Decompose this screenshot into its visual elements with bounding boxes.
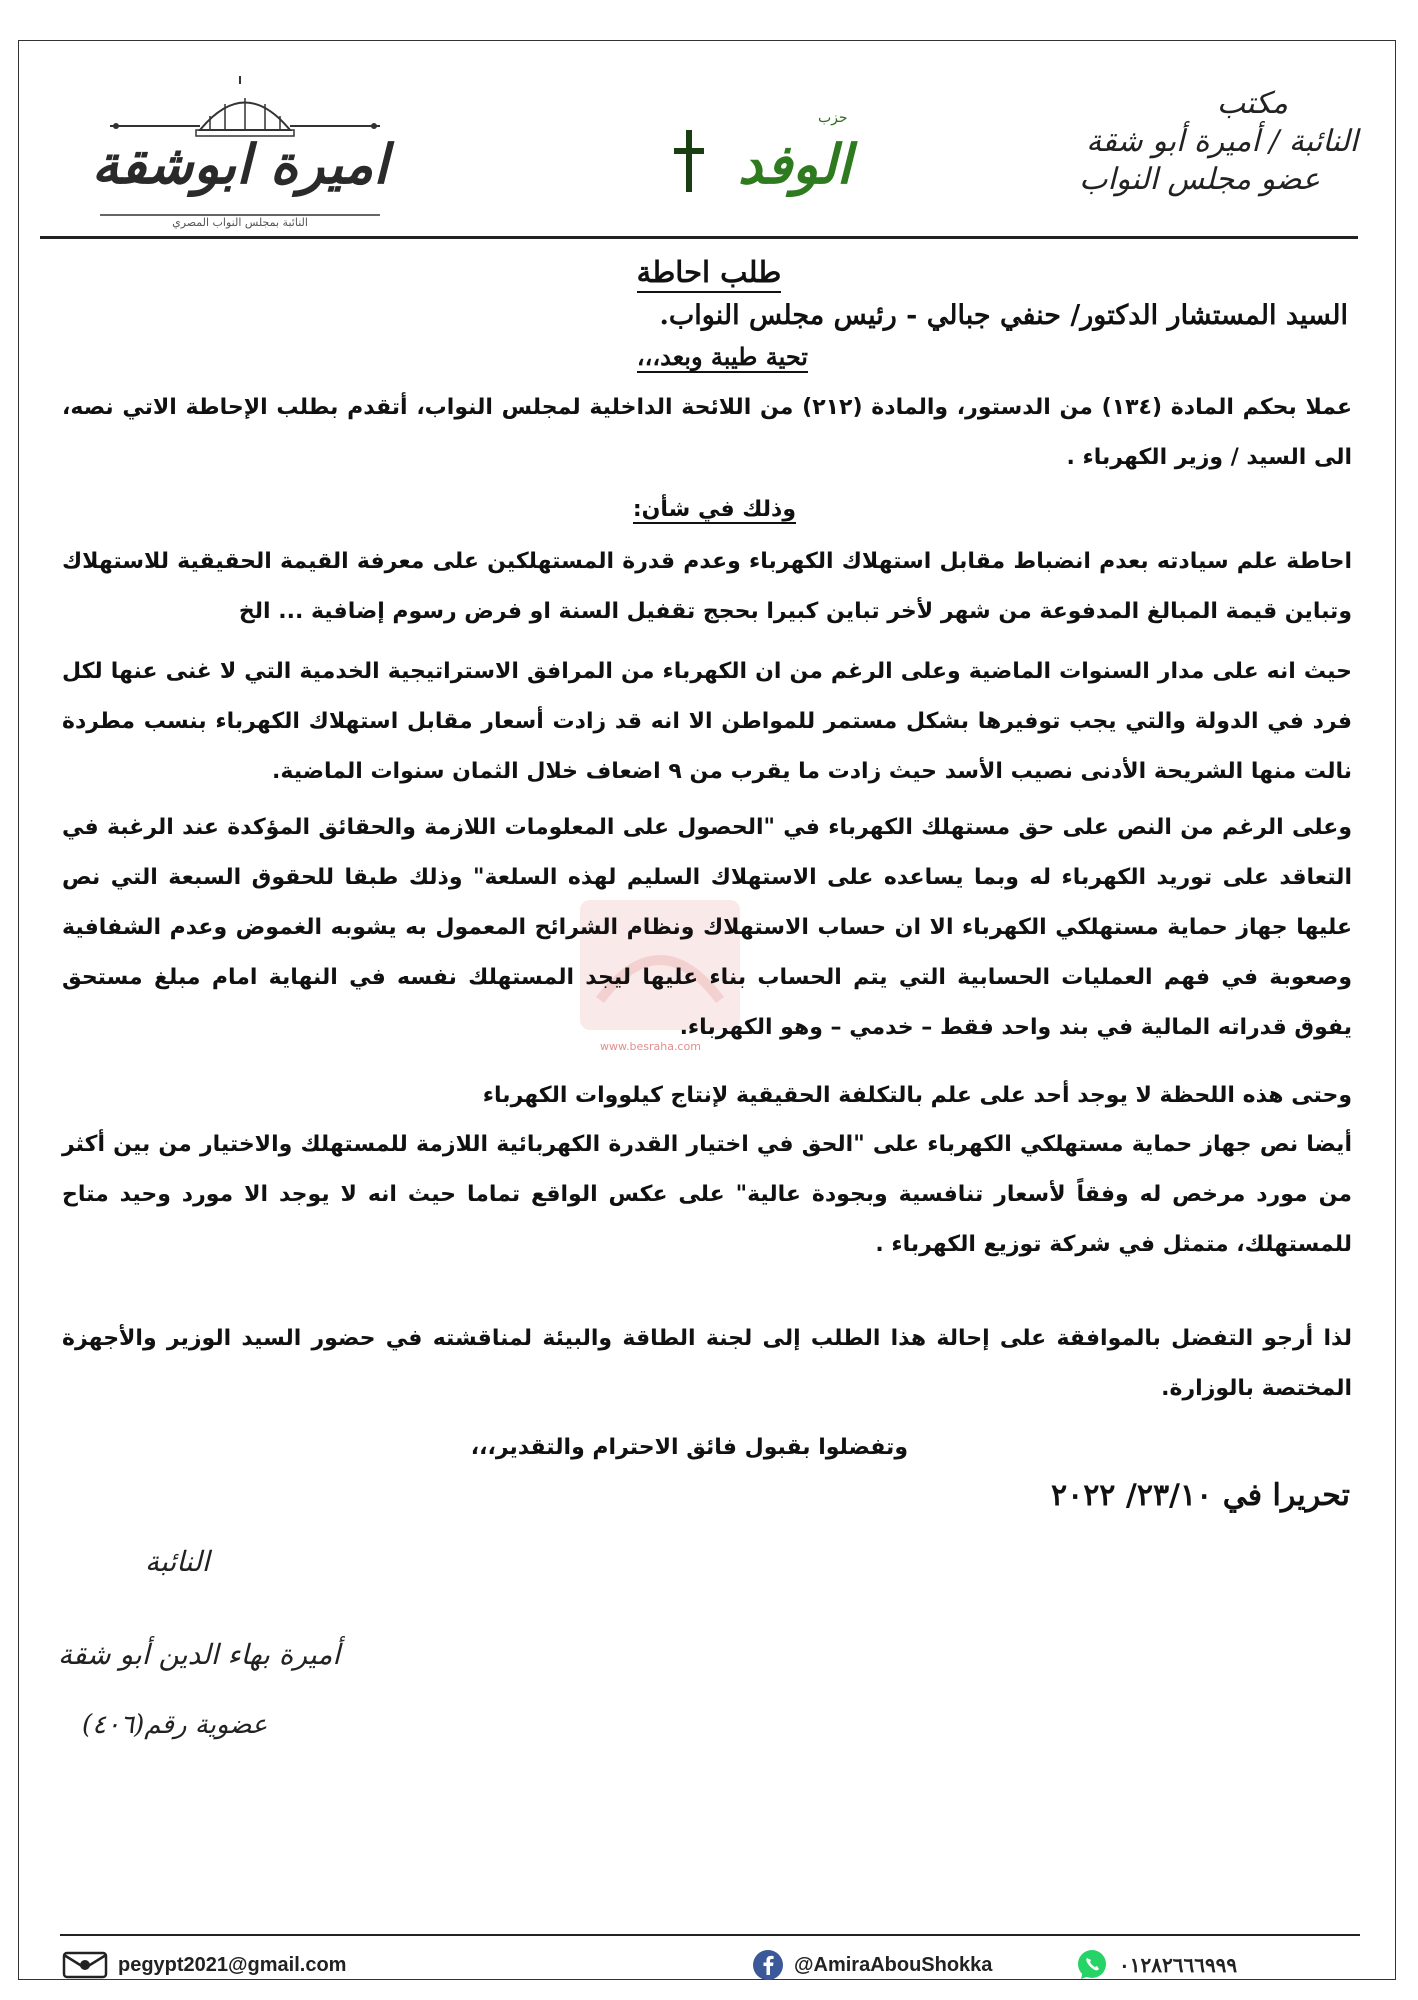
membership-number: عضوية رقم(٤٠٦) <box>82 1710 268 1740</box>
party-tag: حزب <box>818 110 848 126</box>
whatsapp-icon <box>1075 1948 1109 1982</box>
parliament-dome-icon <box>90 70 400 140</box>
facebook-handle[interactable]: @AmiraAbouShokka <box>794 1953 993 1976</box>
facebook-icon <box>752 1949 784 1981</box>
office-heading <box>1058 85 1358 199</box>
paragraph-3: وعلى الرغم من النص على حق مستهلك الكهرباء في "الحصول على المعلومات اللازمة والحقائق المؤكدة عند الرغبة في التعاقد على توريد الكهرباء له وبما يساعده على الاستهلاك السليم لهذه السلعة" وذلك طبقا للحقوق السبعة التي نص عليها جهاز حماية مستهلكي الكهرباء الا ان حساب الاستهلاك ونظام الشرائح المعمول به يشوبه الغموض وعدم الشفافية وصعوبة في فهم العمليات الحسابية التي يتم الحساب بناء عليها ليجد المستهلك نفسه في النهاية امام مبلغ مستحق يفوق قدراته المالية في بند واحد فقط – خدمي – وهو الكهرباء. <box>62 815 1352 1040</box>
name-stamp <box>90 70 400 240</box>
party-logo <box>640 100 860 230</box>
signature-title: النائبة <box>145 1545 210 1578</box>
party-name: الوفد <box>738 132 852 196</box>
office-line-1: مكتب <box>1216 86 1288 121</box>
greeting <box>637 342 808 371</box>
crescent-cross-icon <box>640 102 730 222</box>
letter-title <box>0 255 1418 289</box>
paragraph-2: حيث انه على مدار السنوات الماضية وعلى الرغم من ان الكهرباء من المرافق الاستراتيجية الخدمية التي لا غنى عنها لكل فرد في الدولة والتي يجب توفيرها بشكل مستمر للمواطن الا انه قد زادت أسعار مقابل استهلاك الكهرباء بنسب مطردة نالت منها الشريحة الأدنى نصيب الأسد حيث زادت ما يقرب من ٩ اضعاف خلال الثمان سنوات الماضية. <box>62 659 1352 784</box>
header-divider <box>40 236 1358 239</box>
footer-email[interactable] <box>62 1950 346 1980</box>
greeting-text: تحية طيبة وبعد،،، <box>636 342 808 371</box>
email-icon <box>62 1951 108 1979</box>
footer-whatsapp[interactable] <box>1075 1950 1237 1980</box>
stamp-subtitle: النائبة بمجلس النواب المصري <box>172 216 308 229</box>
paragraph-5: أيضا نص جهاز حماية مستهلكي الكهرباء على "الحق في اختيار القدرة الكهربائية اللازمة للمستهلك والاختيار من بين أكثر من مورد مرخص له وفقاً لأسعار تنافسية وبجودة عالية" على عكس الواقع تماما حيث انه لا يوجد الا مورد وحيد متاح للمستهلك، متمثل في شركة توزيع الكهرباء . <box>62 1132 1352 1257</box>
paragraph-6: لذا أرجو التفضل بالموافقة على إحالة هذا الطلب إلى لجنة الطاقة والبيئة لمناقشته في حضور السيد الوزير والأجهزة المختصة بالوزارة. <box>62 1326 1352 1401</box>
letter-date: تحريرا في ٢٣/١٠/ ٢٠٢٢ <box>1050 1478 1350 1513</box>
phone-number[interactable]: ٠١٢٨٢٦٦٦٩٩٩ <box>1119 1954 1238 1977</box>
paragraph-1: احاطة علم سيادته بعدم انضباط مقابل استهلاك الكهرباء وعدم قدرة المستهلكين على معرفة القيمة الحقيقية للاستهلاك وتباين قيمة المبالغ المدفوعة من شهر لأخر تباين كبيرا بحجج تقفيل السنة او فرض رسوم إضافية ... الخ <box>62 549 1352 624</box>
intro-paragraph: عملا بحكم المادة (١٣٤) من الدستور، والمادة (٢١٢) من اللائحة الداخلية لمجلس النواب، أتقدم بطلب الإحاطة الاتي نصه، الى السيد / وزير الكهرباء . <box>62 395 1353 470</box>
letter-title-text: طلب احاطة <box>637 255 782 293</box>
signature-name: أميرة بهاء الدين أبو شقة <box>58 1638 341 1671</box>
stamp-name: اميرة ابوشقة <box>91 132 389 196</box>
office-line-2: النائبة / أميرة أبو شقة <box>1086 124 1358 159</box>
closing-line: وتفضلوا بقبول فائق الاحترام والتقدير،،، <box>470 1435 908 1460</box>
watermark-url: www.besraha.com <box>600 1040 701 1053</box>
email-address[interactable]: pegypt2021@gmail.com <box>118 1953 347 1976</box>
regarding-heading <box>633 497 796 522</box>
office-line-3: عضو مجلس النواب <box>1079 162 1320 197</box>
regarding-text: وذلك في شأن: <box>632 497 796 522</box>
footer-divider <box>60 1934 1360 1936</box>
salutation: السيد المستشار الدكتور/ حنفي جبالي - رئيس مجلس النواب. <box>659 300 1348 331</box>
paragraph-4: وحتى هذه اللحظة لا يوجد أحد على علم بالتكلفة الحقيقية لإنتاج كيلووات الكهرباء <box>482 1083 1352 1108</box>
footer-facebook[interactable] <box>752 1950 992 1980</box>
